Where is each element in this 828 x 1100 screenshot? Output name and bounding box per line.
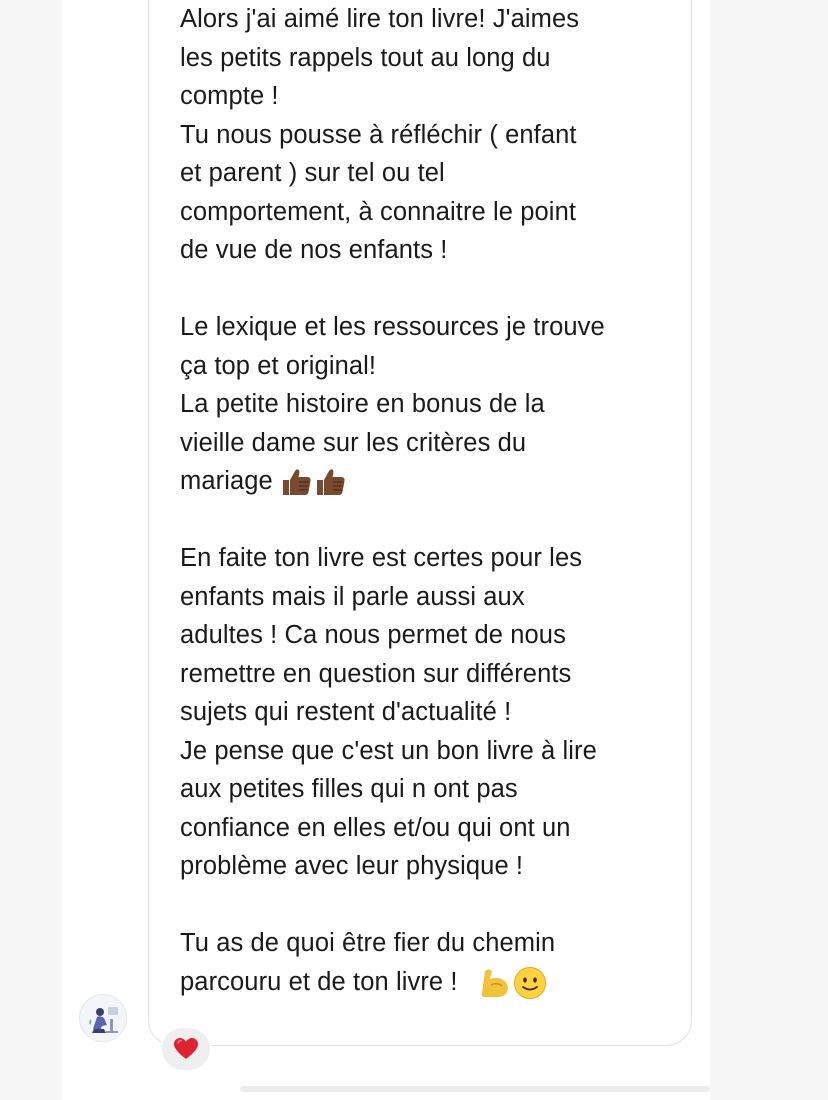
message-line-text: sujets qui restent d'actualité !: [180, 698, 512, 726]
reaction-badge[interactable]: [160, 1026, 212, 1072]
message-line: [180, 732, 680, 771]
message-line: [180, 424, 680, 463]
message-line: [180, 462, 680, 501]
message-line-text: compte !: [180, 82, 279, 110]
message-line-text: Tu nous pousse à réfléchir ( enfant: [180, 120, 577, 149]
message-line: [180, 693, 680, 732]
thumbs-up-icon: [314, 467, 348, 497]
message-line-text: et parent ) sur tel ou tel: [180, 159, 445, 187]
message-line-text: remettre en question sur différents: [180, 659, 572, 688]
message-line-text: Je pense que c'est un bon livre à lire: [180, 736, 597, 765]
message-line-text: La petite histoire en bonus de la: [180, 390, 545, 418]
message-line: [180, 39, 680, 78]
message-line: [180, 308, 680, 347]
message-line-text: enfants mais il parle aussi aux: [180, 582, 525, 611]
message-line-text: Le lexique et les ressources je trouve: [180, 313, 605, 341]
message-line: [180, 77, 680, 116]
message-line-text: comportement, à connaitre le point: [180, 197, 577, 226]
flexed-biceps-icon: [479, 967, 513, 999]
avatar[interactable]: [79, 994, 127, 1042]
message-line-text: En faite ton livre est certes pour les: [180, 544, 583, 572]
composer-divider: [240, 1086, 710, 1092]
message-line: [180, 154, 680, 193]
message-line-text: parcouru et de ton livre !: [180, 967, 458, 996]
message-line: [180, 231, 680, 270]
message-line-text: de vue de nos enfants !: [180, 236, 448, 264]
message-line-text: ça top et original!: [180, 351, 377, 380]
message-line-text: les petits rappels tout au long du: [180, 43, 551, 72]
message-text: [180, 0, 680, 1001]
message-line: [180, 0, 680, 39]
message-line: [180, 616, 680, 655]
message-line-text: adultes ! Ca nous permet de nous: [180, 621, 566, 649]
message-line: [180, 963, 680, 1002]
message-line-text: aux petites filles qui n ont pas: [180, 775, 518, 803]
message-line: [180, 116, 680, 155]
avatar-illustration-icon: [80, 995, 127, 1042]
message-line: [180, 770, 680, 809]
message-line: [180, 347, 680, 386]
message-line: [180, 809, 680, 848]
message-line-text: mariage: [180, 467, 273, 495]
message-line-text: Tu as de quoi être fier du chemin: [180, 929, 556, 957]
slightly-smiling-face-icon: [513, 966, 547, 1000]
thumbs-up-icon: [280, 467, 314, 497]
message-line: [180, 924, 680, 963]
message-blank-line: [180, 501, 680, 540]
message-line: [180, 385, 680, 424]
message-line-text: vieille dame sur les critères du: [180, 428, 527, 457]
message-blank-line: [180, 886, 680, 925]
message-line-text: Alors j'ai aimé lire ton livre! J'aimes: [180, 5, 580, 33]
message-line: [180, 578, 680, 617]
message-line: [180, 193, 680, 232]
message-line-text: problème avec leur physique !: [180, 852, 524, 880]
red-heart-icon: [173, 1037, 199, 1061]
message-line: [180, 847, 680, 886]
message-line: [180, 655, 680, 694]
message-blank-line: [180, 270, 680, 309]
message-line: [180, 539, 680, 578]
message-line-text: confiance en elles et/ou qui ont un: [180, 813, 571, 842]
